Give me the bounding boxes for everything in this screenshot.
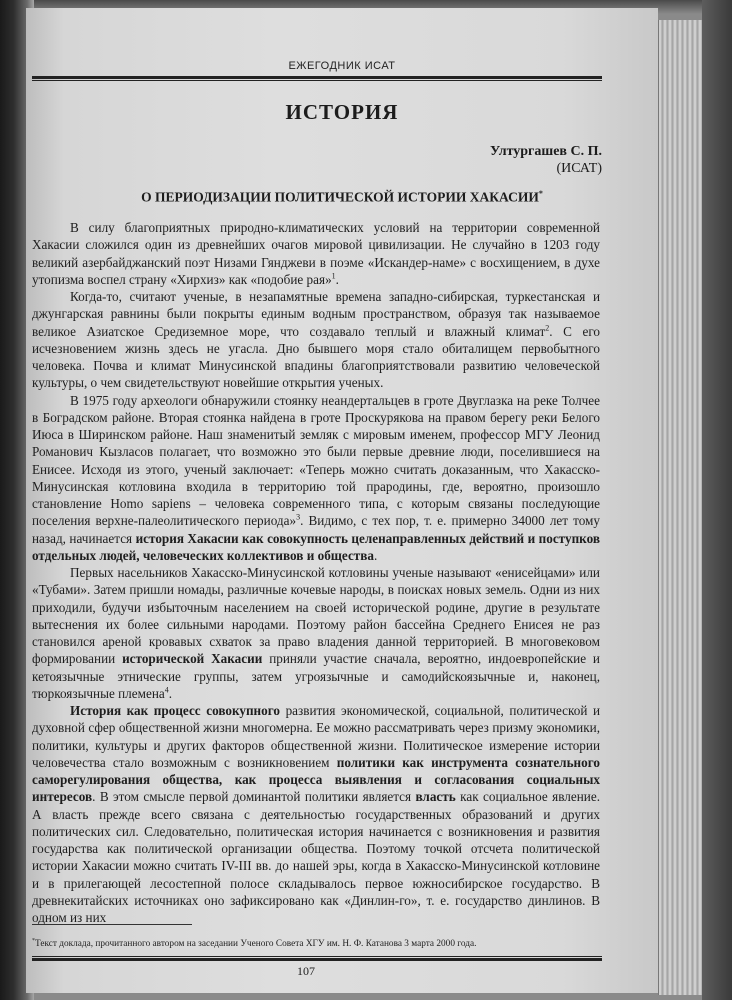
paragraph-3-tail: . [374, 547, 378, 563]
running-head: ЕЖЕГОДНИК ИСАТ [288, 60, 396, 72]
paragraph-4-tail: . [168, 685, 173, 701]
paragraph-2-tail: . С его исчезновением жизнь здесь не угасла. Дно бывшего моря стало обиталищем первобытного человека. Почва и климат Минусинской впадины благоприятствовали развитию человеческой культуры, о чем свидетельствуют новейшие открытия ученых. [32, 323, 601, 391]
paragraph-5 [32, 702, 600, 926]
page-number: 107 [297, 964, 315, 978]
paragraph-5-text: развития экономической, социальной, политической и духовной сфер общественной жизни многомерна. Ее можно рассматривать через призму экономики, политики, культуры и других факторов общественной жизни. Политическое измерение истории человечества стало возможным с возникновением [32, 703, 600, 770]
paragraph-2-text: Когда-то, считают ученые, в незапамятные времена западно-сибирская, туркестанская и джунгарская равнины были покрыты единым водным пространством, образуя так называемое великое Азиатское Средиземное море, что создавало теплый и влажный климат [32, 289, 600, 339]
author-name: Ултургашев С. П. [490, 144, 602, 159]
paragraph-2 [32, 288, 600, 392]
paragraph-5-emphasis-power: власть [415, 789, 456, 805]
article-body [32, 219, 600, 926]
footnote-rule [32, 924, 192, 925]
footnote-ref-3: 3 [296, 512, 301, 522]
paragraph-1-text: В силу благоприятных природно-климатических условий на территории современной Хакасии сложился один из древнейших очагов мировой цивилизации. Не случайно в 1203 году великий азербайджанский поэт Низами Гянджеви в поэме «Искандер-наме» с восхищением, в духе утопизма воспел страну «Хирхиз» как «подобие рая» [32, 220, 600, 287]
paragraph-5-tail: как социальное явление. А власть прежде всего связана с деятельностью государственных образований и других политических сил. Следовательно, политическая история начинается с возникновения и развития государства как политической организации общества. Поэтому точкой отсчета политической истории Хакасии можно считать IV-III вв. до нашей эры, когда в Хакасско-Минусинской котловине и в прилегающей лесостепной полосе складывалось первое южносибирское государство. В древнекитайских источниках оно зафиксировано как «Динлин-го», т. е. государство динлинов. В одном из них [32, 789, 600, 925]
paragraph-4-middle: приняли участие сначала, вероятно, индоевропейские и кетоязычные этнические группы, затем угроязычные и самодийскоязычные и, наконец, тюркоязычные племена [32, 651, 600, 701]
paragraph-5-emphasis: политики как инструмента сознательного саморегулирования общества, как процесса выявления и согласования социальных интересов [32, 754, 600, 805]
paragraph-5-middle: . В этом смысле первой доминантой политики является [92, 789, 416, 805]
paragraph-3 [32, 392, 600, 565]
paragraph-4-text: Первых насельников Хакасско-Минусинской котловины ученые называют «енисейцами» или «Тубами». Затем пришли номады, различные кочевые народы, в поисках новых земель. Одни из них приходили, будучи избыточным населением на своей исторической родине, другие в результате вытеснения их более сильными народами. Поэтому район бассейна Среднего Енисея не раз становился ареной кровавых схваток за право владения данной территорией. В многовековом формировании [32, 565, 600, 667]
header-rule [32, 76, 602, 81]
section-title: ИСТОРИЯ [285, 100, 399, 124]
footnote-ref-2: 2 [545, 323, 550, 333]
book-page [26, 8, 658, 993]
paragraph-4-emphasis: исторической Хакасии [122, 651, 263, 667]
footnote [32, 938, 600, 949]
paragraph-3-middle: . Видимо, с тех пор, т. е. примерно 34000 лет тому назад, начинается [32, 513, 600, 546]
paragraph-3-emphasis: история Хакасии как совокупность целенаправленных действий и поступков отдельных людей, человеческих коллективов и общества [32, 530, 600, 563]
paragraph-3-text: В 1975 году археологи обнаружили стоянку неандертальцев в гроте Двуглазка на реке Толчее в Боградском районе. Вторая стоянка найдена в гроте Проскурякова на правом берегу реки Белого Июса в Ширинском районе. Наш знаменитый земляк с мировым именем, профессор МГУ Леонид Романович Кызласов полагает, что возможно это были первые древние люди, поселившиеся на Енисее. Исходя из этого, ученый заключает: «Теперь можно считать доказанным, что Хакасско-Минусинская котловина входила в территорию той прародины, где, вероятно, произошло становление Homo sapiens – человека современного типа, с которым связаны последующие поселения верхне-палеолитического периода» [32, 392, 600, 529]
footnote-ref-4: 4 [164, 685, 169, 695]
paragraph-1-tail: . [335, 271, 339, 287]
footnote-text: Текст доклада, прочитанного автором на заседании Ученого Совета ХГУ им. Н. Ф. Катанова 3 марта 2000 года. [35, 939, 477, 950]
footer-rule [32, 956, 602, 961]
paragraph-4 [32, 564, 600, 702]
article-title [26, 189, 658, 206]
footnote-mark: * [32, 938, 35, 944]
paragraph-5-lead-emphasis: История как процесс совокупного [70, 703, 281, 718]
author-affiliation: (ИСАТ) [556, 161, 602, 176]
article-title-text: О ПЕРИОДИЗАЦИИ ПОЛИТИЧЕСКОЙ ИСТОРИИ ХАКАСИИ [141, 189, 539, 205]
article-title-footnote-mark: * [538, 189, 543, 198]
footnote-ref-1: 1 [331, 271, 336, 281]
paragraph-1 [32, 219, 600, 288]
scan-right-edge [702, 0, 732, 1000]
